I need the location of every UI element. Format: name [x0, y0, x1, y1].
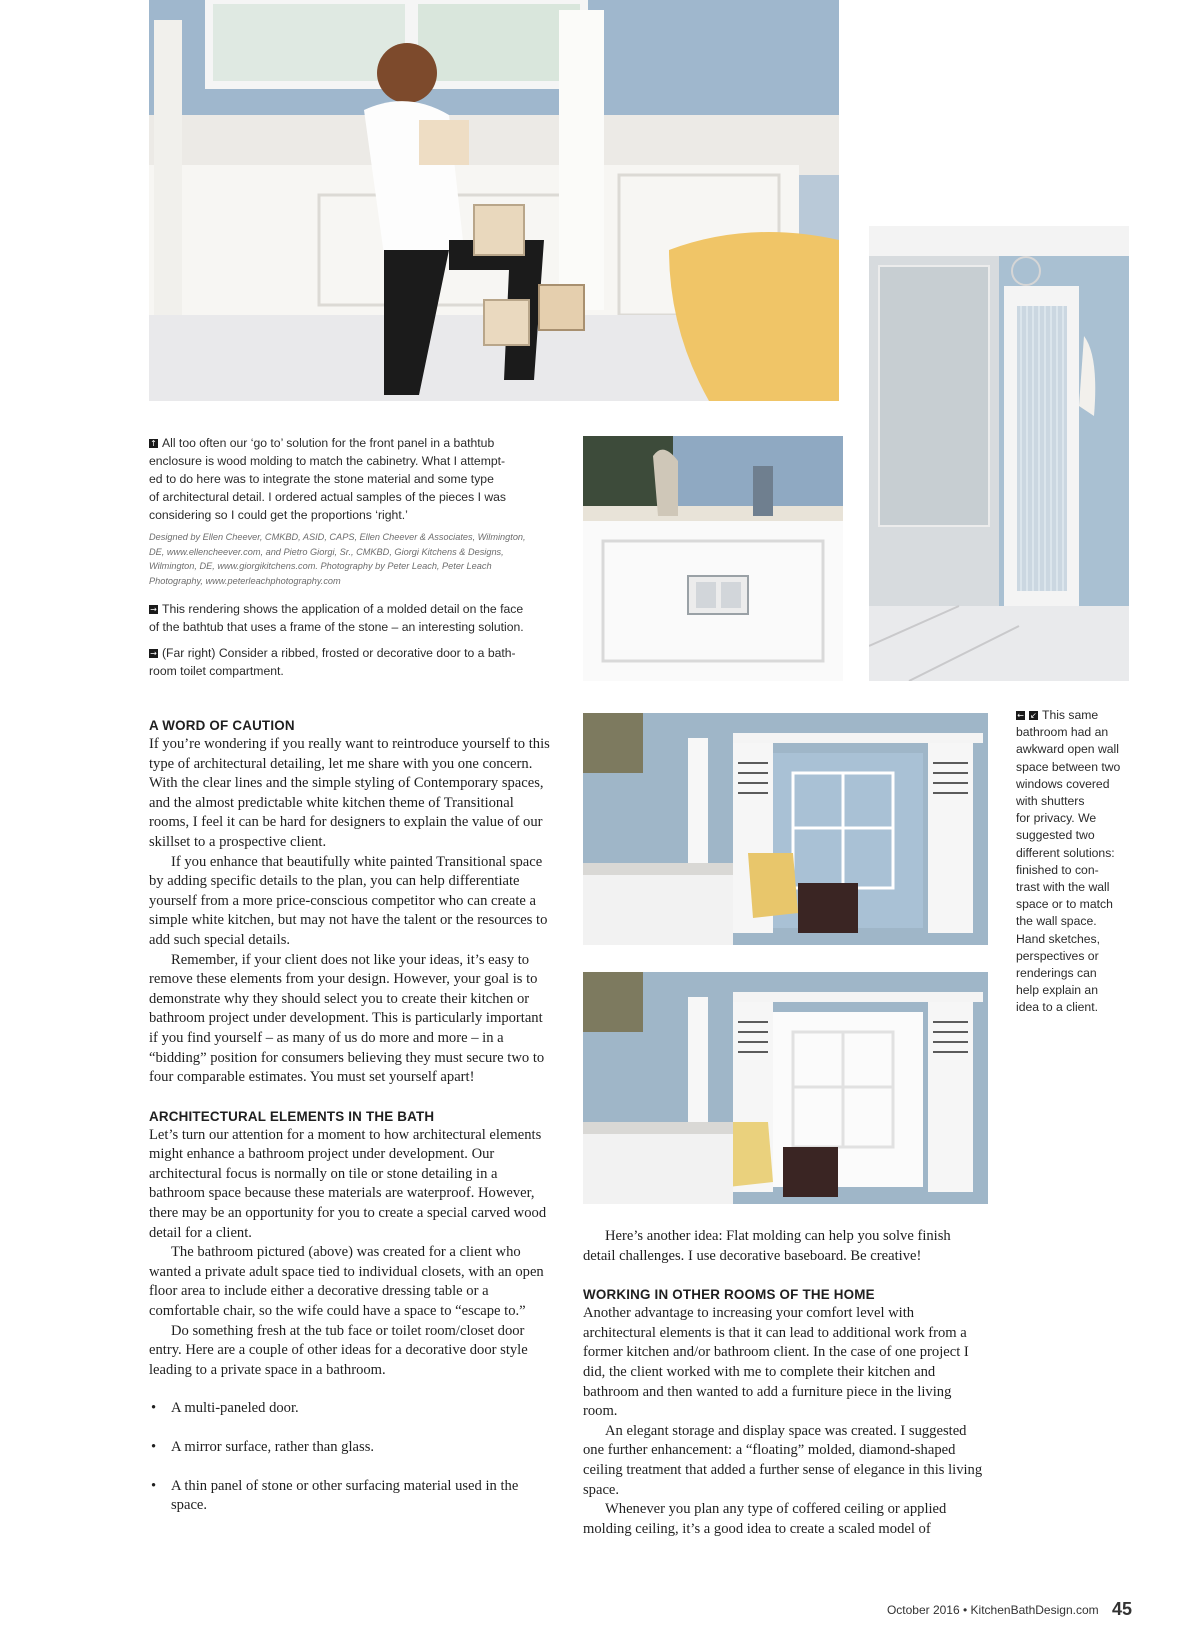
paragraph: If you’re wondering if you really want to reintroduce yourself to this type of architectural detailing, let me share with you one concern. With the clear lines and the simple styling of Contemporary spaces, and the almost predictable white kitchen theme of Transitional rooms, I feel it can be hard for designers to explain the value of our skillset to a prospective client.	[149, 736, 550, 850]
arrow-down-left-icon: ↙	[1030, 711, 1037, 720]
caption-main: ↑ All too often our ‘go to’ solution for the front panel in a bathtub enclosure is wood molding to match the cabinetry. What I attempt- ed to do here was to integrate the stone material and some type of architectural detail. I ordered actual samples of the pieces I was considering so I could get the proportions ‘right.’	[149, 436, 507, 522]
photo-credit: Designed by Ellen Cheever, CMKBD, ASID, CAPS, Ellen Cheever & Associates, Wilmington, DE, www.ellencheever.com, and Pietro Giorgi, Sr., CMKBD, Giorgi Kitchens & Designs, Wilmington, DE, www.giorgikitchens.com. Photography by Peter Leach, Peter Leach Photography, www.peterleachphotography.com	[149, 532, 526, 586]
page-footer	[887, 1599, 1132, 1620]
paragraph: Whenever you plan any type of coffered ceiling or applied molding ceiling, it’s a good idea to create a scaled model of	[583, 1501, 947, 1537]
rendering-wall-photo-1	[583, 713, 988, 945]
paragraph: Another advantage to increasing your comfort level with architectural elements is that it can lead to additional work from a former kitchen and/or bathroom client. In the case of one project I did, the client worked with me to complete their kitchen and bathroom and then wanted to add a furniture piece in the living room.	[583, 1305, 969, 1420]
arrow-right-icon: →	[150, 605, 157, 614]
paragraph: Remember, if your client does not like your ideas, it’s easy to remove these elements from your design. However, your goal is to demonstrate why they should select you to create their kitchen or bathroom project under development. This is particularly important if you find yourself – as many of us do more and more – in a “bidding” position for consumers believing they must secure two to four comparable estimates. You must set yourself apart!	[149, 951, 545, 1086]
arrow-up-icon: ↑	[150, 439, 157, 448]
rendering-wall-photo-2	[583, 972, 988, 1204]
paragraph: Let’s turn our attention for a moment to how architectural elements might enhance a bathroom project under development. Our architectural focus is normally on tile or stone detailing in a bathroom space because these materials are waterproof. However, there may be an opportunity for you to create a special carved wood detail for a client.	[149, 1126, 547, 1241]
right-column	[583, 1227, 986, 1539]
paragraph: Here’s another idea: Flat molding can help you solve finish detail challenges. I use decorative baseboard. Be creative!	[583, 1228, 951, 1264]
caption-rendering: → This rendering shows the application of a molded detail on the face of the bathtub that uses a frame of the stone – an interesting solution.	[149, 602, 524, 634]
side-caption: ← ↙ This same bathroom had an awkward open wall space between two windows covered with shutters for privacy. We suggested two different solutions: finished to con- trast with the wall space or to match the wall space. Hand sketches, perspectives or renderings can help explain an idea to a client.	[1016, 708, 1121, 1015]
heading-architectural-elements: ARCHITECTURAL ELEMENTS IN THE BATH	[149, 1108, 435, 1124]
caption-block	[149, 434, 559, 688]
footer-separator: •	[963, 1603, 968, 1617]
paragraph: If you enhance that beautifully white painted Transitional space by adding specific details to the plan, you can help differentiate yourself from a more price-conscious competitor who can create a simple white kitchen, but may not have the talent or the resources to add such special details.	[149, 853, 548, 948]
page-number: 45	[1111, 1599, 1132, 1619]
left-column	[149, 716, 552, 1535]
list-item: • A thin panel of stone or other surfacing material used in the space.	[149, 1477, 552, 1516]
idea-list	[149, 1399, 552, 1515]
site-url: KitchenBathDesign.com	[970, 1603, 1099, 1617]
caption-far-right: → (Far right) Consider a ribbed, frosted or decorative door to a bath- room toilet compartment.	[149, 646, 516, 678]
list-item: • A mirror surface, rather than glass.	[149, 1438, 552, 1458]
arrow-left-icon: ←	[1017, 711, 1024, 720]
toilet-door-photo	[869, 226, 1129, 681]
heading-other-rooms: WORKING IN OTHER ROOMS OF THE HOME	[583, 1287, 875, 1303]
paragraph: The bathroom pictured (above) was created for a client who wanted a private adult space tied to individual closets, with an open floor area to include either a decorative dressing table or a comfortable chair, so the wife could have a space to “escape to.”	[149, 1244, 544, 1320]
rendering-tub-photo	[583, 436, 843, 681]
paragraph: Do something fresh at the tub face or toilet room/closet door entry. Here are a couple of other ideas for a decorative door style leading to a private space in a bathroom.	[149, 1322, 528, 1378]
list-item: • A multi-paneled door.	[149, 1399, 552, 1419]
paragraph: An elegant storage and display space was created. I suggested one further enhancement: a “floating” molded, diamond-shaped ceiling treatment that added a further sense of elegance in this living space.	[583, 1422, 983, 1498]
heading-word-of-caution: A WORD OF CAUTION	[149, 718, 295, 733]
main-photo	[149, 0, 839, 401]
arrow-right-icon: →	[150, 649, 157, 658]
issue-date: October 2016	[886, 1603, 960, 1617]
